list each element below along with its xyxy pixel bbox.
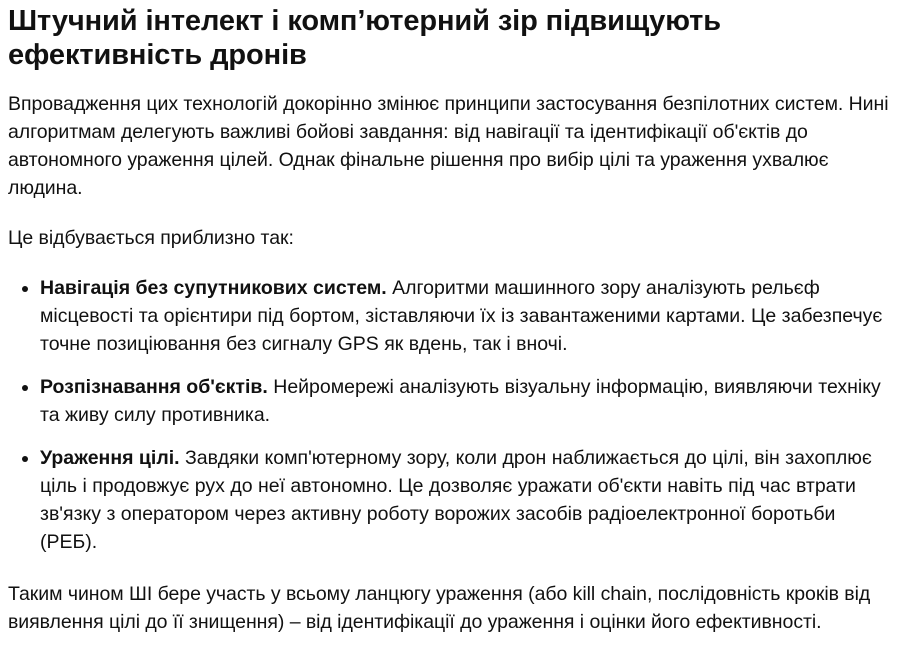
bullet-item-targeting <box>40 444 897 556</box>
intro-paragraph: Впровадження цих технологій докорінно змінює принципи застосування безпілотних систем. Нині алгоритмам делегують важливі бойові завдання: від навігації та ідентифікації об'єктів до автономного ураження цілей. Однак фінальне рішення про вибір цілі та ураження ухвалює людина. <box>8 93 889 199</box>
bullet-heading: Навігація без супутникових систем. <box>40 277 387 299</box>
conclusion-paragraph: Таким чином ШІ бере участь у всьому ланцюгу ураження (або kill chain, послідовність кроків від виявлення цілі до її знищення) – від ідентифікації до ураження і оцінки його ефективності. <box>8 583 871 633</box>
article-title: Штучний інтелект і комп’ютерний зір підвищують ефективність дронів <box>8 5 721 71</box>
bullet-text: Алгоритми машинного зору аналізують рельєф місцевості та орієнтири під бортом, зіставляючи їх із завантаженими картами. Це забезпечує точне позиціювання без сигналу GPS як вдень, так і вночі. <box>40 277 883 355</box>
lead-in-paragraph: Це відбувається приблизно так: <box>8 227 294 249</box>
bullet-item-recognition <box>40 373 897 429</box>
bullet-heading: Ураження цілі. <box>40 447 180 469</box>
bullet-list <box>8 274 897 556</box>
bullet-item-navigation <box>40 274 897 358</box>
bullet-heading: Розпізнавання об'єктів. <box>40 376 268 398</box>
bullet-text: Завдяки комп'ютерному зору, коли дрон наближається до цілі, він захоплює ціль і продовжує рух до неї автономно. Це дозволяє уражати об'єкти навіть під час втрати зв'язку з оператором через активну роботу ворожих засобів радіоелектронної боротьби (РЕБ). <box>40 447 872 553</box>
bullet-text: Нейромережі аналізують візуальну інформацію, виявляючи техніку та живу силу противника. <box>40 376 881 426</box>
